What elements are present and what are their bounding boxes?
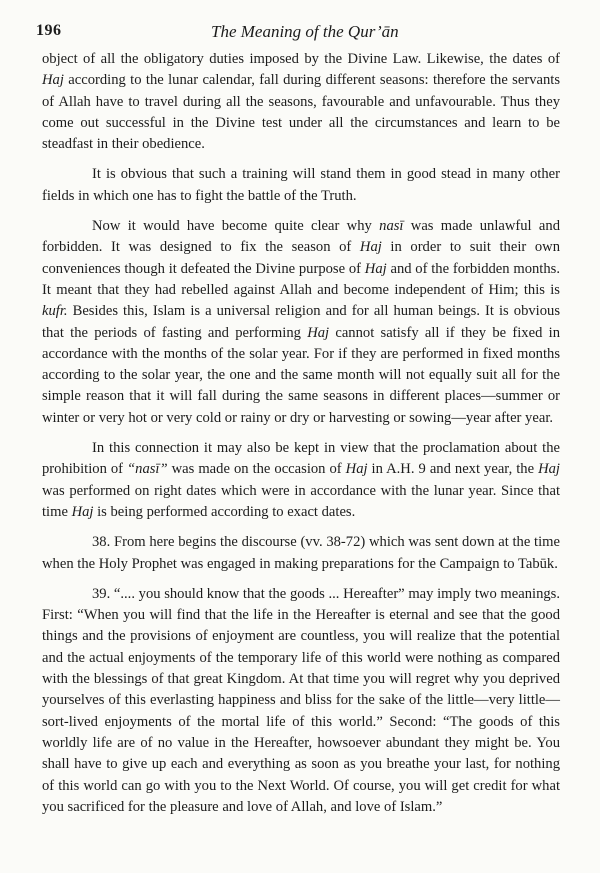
- text-run: was made on the occasion of: [167, 461, 346, 478]
- text-run: is being performed according to exact dates.: [93, 503, 356, 520]
- italic-term: “nasī”: [127, 461, 168, 478]
- text-run: In this connection it may also be kept in view that the proclamation about the prohibition of: [42, 440, 560, 478]
- text-run: was made unlawful and forbidden. It was designed to fix the season of: [42, 218, 561, 256]
- text-run: was performed on right dates which were in accordance with the lunar year. Since that time: [42, 482, 560, 520]
- text-run: object of all the obligatory duties imposed by the Divine Law. Likewise, the dates of: [42, 51, 560, 67]
- paragraph: [42, 532, 560, 575]
- text-run: in order to suit their own conveniences though it defeated the Divine purpose of: [42, 239, 560, 277]
- text-run: cannot satisfy all if they be fixed in accordance with the months of the solar year. For if they are performed in fixed months according to the solar year, the one and the same month will not equally suit all for the simple reason that it will fall during the same seasons in different places—summer or winter or very hot or very cold or rainy or dry or harvesting or sowing—year after year.: [42, 324, 560, 426]
- text-run: 38. From here begins the discourse (vv. 38-72) which was sent down at the time when the Holy Prophet was engaged in making preparations for the Campaign to Tabūk.: [42, 534, 560, 572]
- italic-term: Haj: [71, 503, 94, 520]
- text-run: 39. “.... you should know that the goods ... Hereafter” may imply two meanings. First: “When you will find that the life in the Hereafter is eternal and see that the good things and the provisions of enjoyment are countless, you will realize that the potential and the actual enjoyments of the temporary life of this world were nothing as compared with the blessings of that great Kingdom. At that time you will regret why you deprived yourselves of this everlasting happiness and bliss for the sake of the little—very little—sort-lived enjoyments of the mortal life of this world.” Second: “The goods of this worldly life are of no value in the Hereafter, howsoever abundant they might be. You shall have to give up each and everything as soon as you breathe your last, for nothing of this world can go with you to the Next World. Of course, you will get credit for what you sacrificed for the pleasure and love of Allah, and love of Islam.”: [42, 585, 560, 815]
- italic-term: Haj: [538, 461, 560, 478]
- paragraph: [42, 216, 560, 429]
- paragraph: [42, 584, 560, 818]
- text-run: It is obvious that such a training will stand them in good stead in many other fields in which one has to fight the battle of the Truth.: [42, 166, 560, 204]
- italic-term: Haj: [42, 72, 64, 89]
- paragraph: [42, 438, 560, 523]
- italic-term: Haj: [359, 239, 382, 256]
- text-run: in A.H. 9 and next year, the: [367, 461, 539, 478]
- text-run: according to the lunar calendar, fall during different seasons: therefore the servants of Allah have to travel during all the seasons, favourable and unfavourable. Thus they come out successful in the Divine test under all the circumstances and learn to be steadfast in their obedience.: [42, 72, 560, 153]
- text-run: and of the forbidden months. It meant that they had rebelled against Allah and become independent of Him; this is: [42, 260, 560, 298]
- page-number: 196: [36, 22, 62, 39]
- running-title: The Meaning of the Qur’ān: [211, 22, 399, 41]
- italic-term: nasī: [379, 218, 404, 235]
- page-header: [36, 22, 570, 46]
- text-run: Now it would have become quite clear why: [92, 218, 380, 235]
- italic-term: Haj: [364, 260, 387, 277]
- paragraph: [42, 49, 560, 155]
- italic-term: Haj: [307, 324, 330, 341]
- italic-term: Haj: [345, 461, 368, 478]
- text-run: Besides this, Islam is a universal religion and for all human beings. It is obvious that the periods of fasting and performing: [42, 303, 560, 341]
- body-text: [42, 49, 560, 827]
- italic-term: kufr.: [42, 303, 68, 320]
- paragraph: [42, 164, 560, 207]
